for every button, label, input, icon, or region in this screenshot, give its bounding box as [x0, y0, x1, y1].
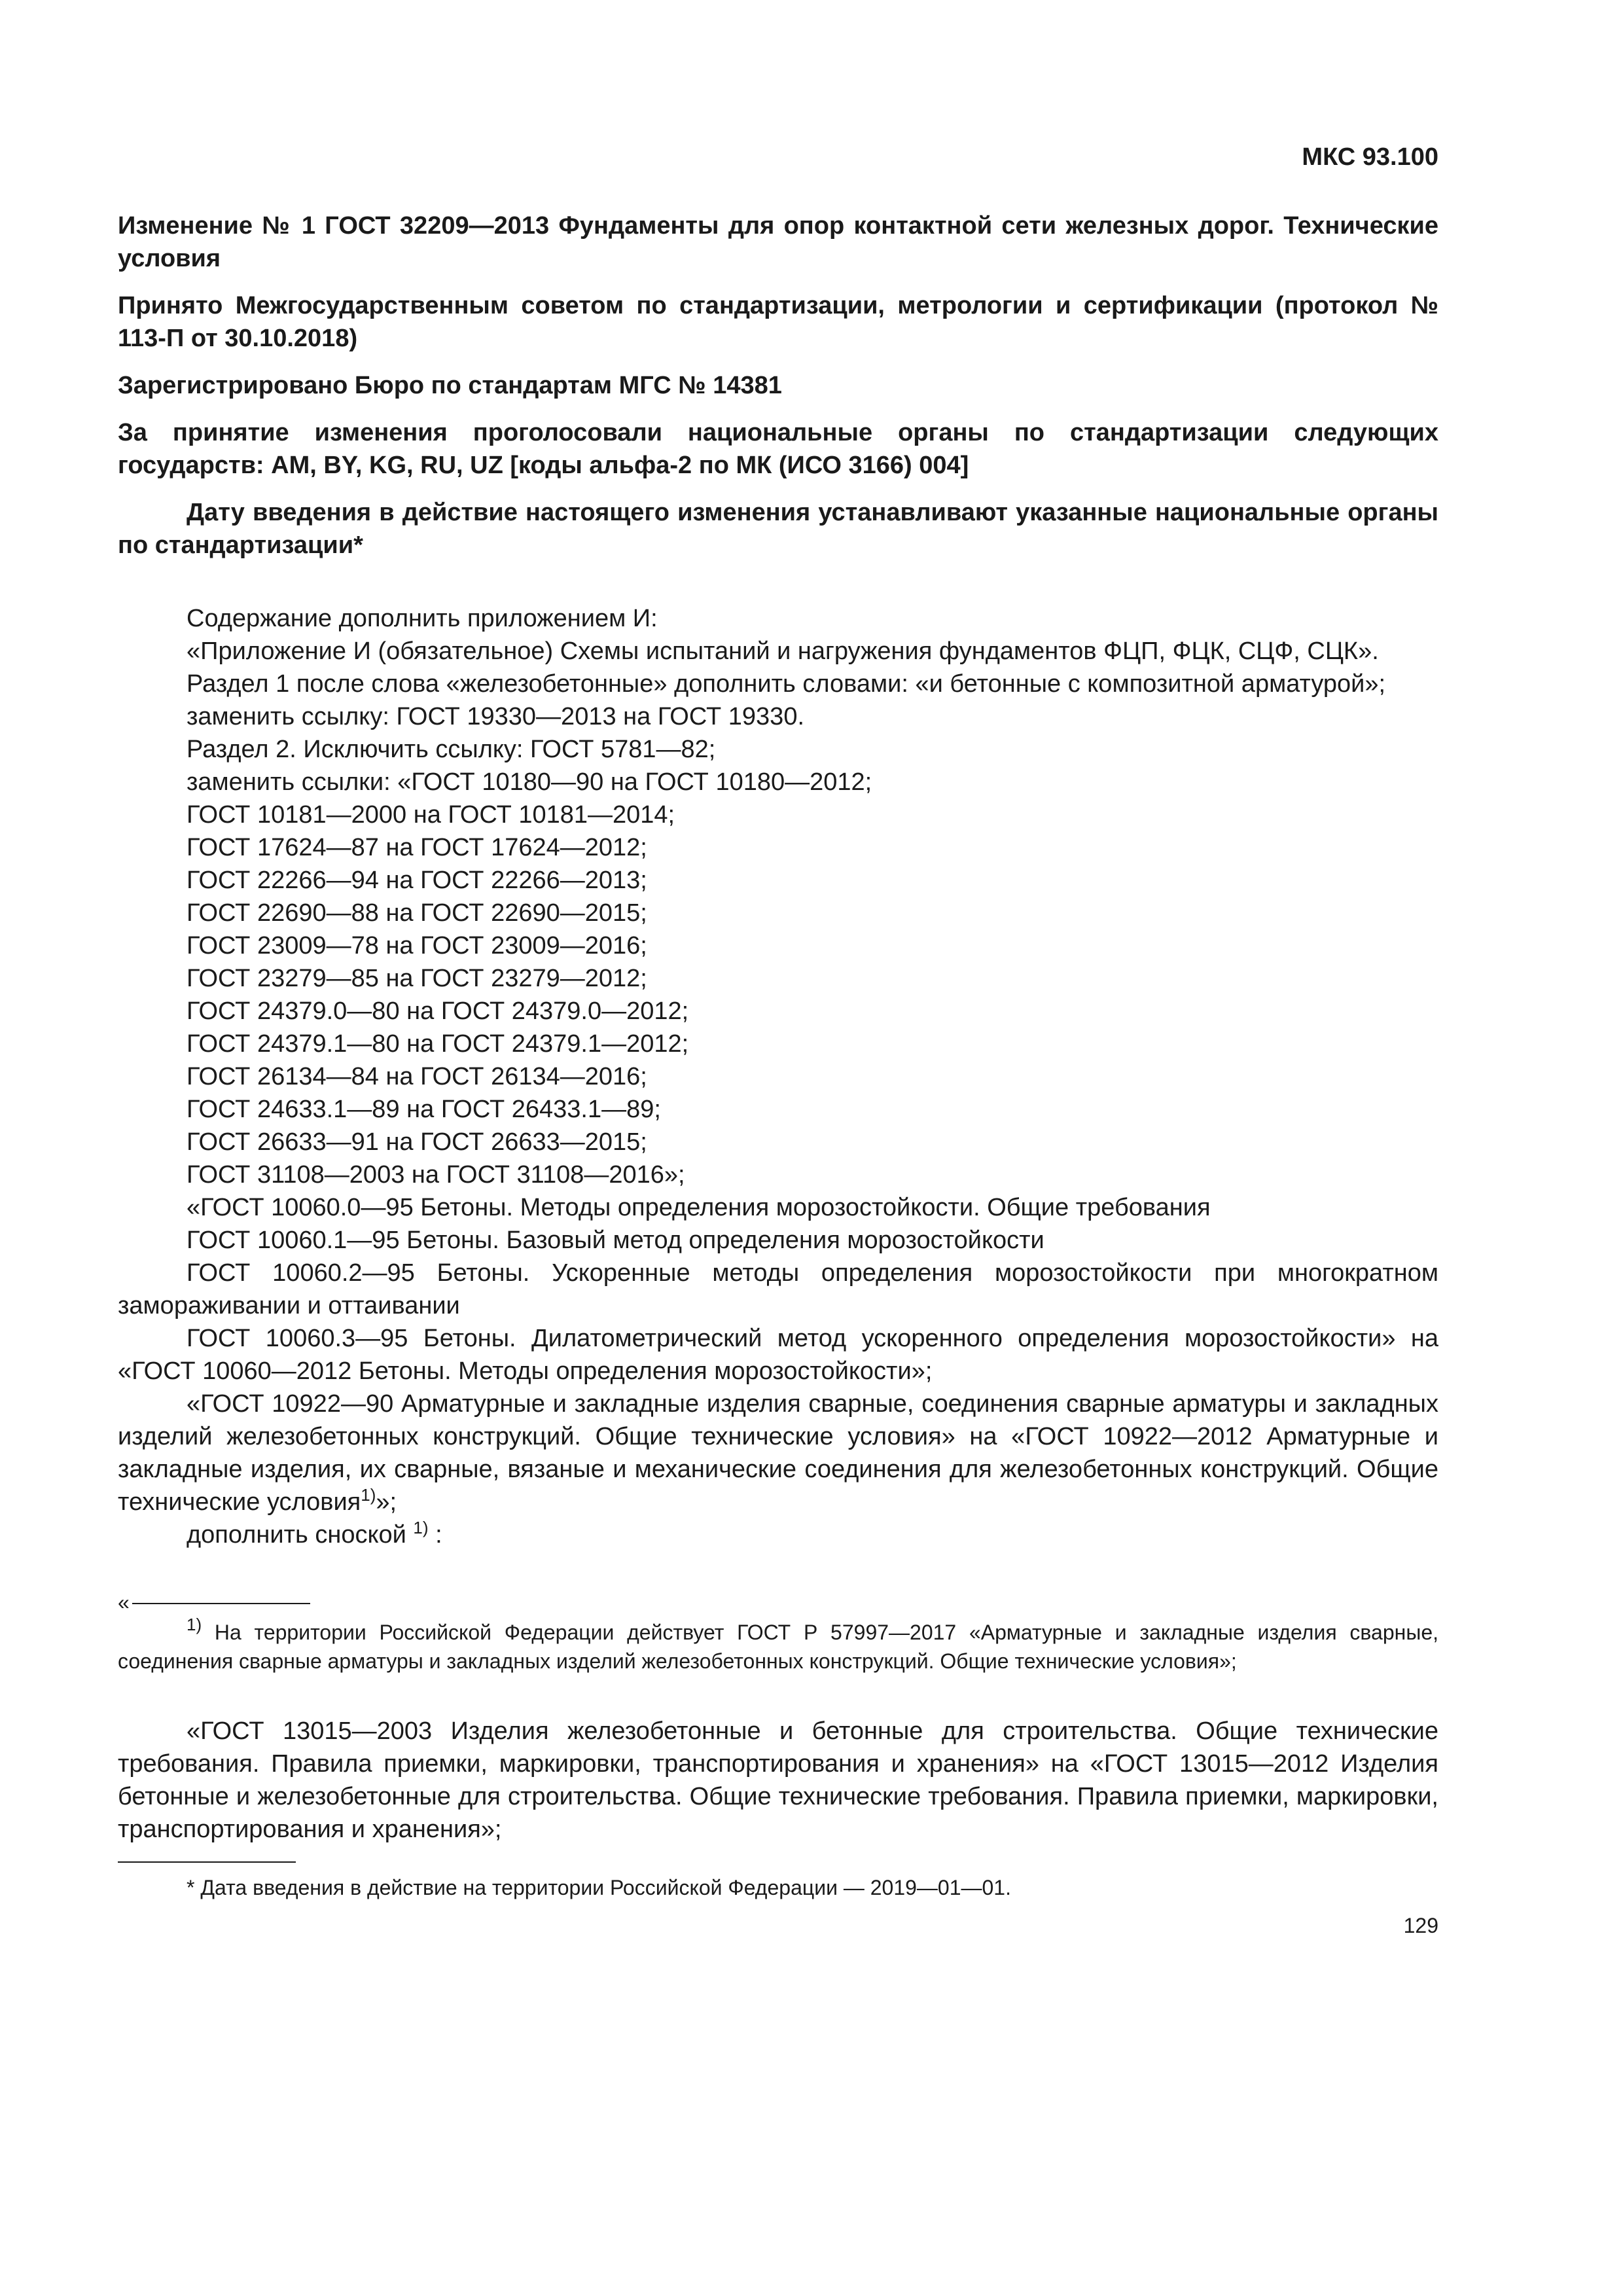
inserted-footnote-rule [118, 1589, 1438, 1615]
body-paragraph: заменить ссылки: «ГОСТ 10180—90 на ГОСТ 10180—2012; [187, 768, 872, 796]
reference-line: ГОСТ 10181—2000 на ГОСТ 10181—2014; [187, 801, 675, 829]
armature-paragraph [118, 1388, 1438, 1518]
inserted-footnote-text [118, 1615, 1438, 1676]
reference-line: ГОСТ 26134—84 на ГОСТ 26134—2016; [187, 1063, 647, 1090]
adopted-by: Принято Межгосударственным советом по стандартизации, метрологии и сертификации (протокол № 113-П от 30.10.2018) [118, 292, 1438, 352]
body-paragraph: Раздел 1 после слова «железобетонные» дополнить словами: «и бетонные с композитной арматурой»; [187, 670, 1386, 698]
footnote-marker: 1) [361, 1485, 376, 1505]
reference-line: ГОСТ 17624—87 на ГОСТ 17624—2012; [187, 834, 647, 861]
reference-line: ГОСТ 24379.0—80 на ГОСТ 24379.0—2012; [187, 997, 689, 1025]
armature-paragraph-text: «ГОСТ 10922—90 Арматурные и закладные изделия сварные, соединения сварные арматуры и закладных изделий железобетонных конструкций. Общие технические условия» на «ГОСТ 10922—2012 Арматурные и закладные изделия, их сварные, вязаные и механические соединения для железобетонных конструкций. Общие технические условия [118, 1390, 1438, 1516]
body-paragraph: Раздел 2. Исключить ссылку: ГОСТ 5781—82; [187, 736, 716, 763]
body-paragraph: «ГОСТ 13015—2003 Изделия железобетонные и бетонные для строительства. Общие технические требования. Правила приемки, маркировки, транспортирования и хранения» на «ГОСТ 13015—2012 Изделия бетонные и железобетонные для строительства. Общие технические требования. Правила приемки, маркировки, транспортирования и хранения»; [118, 1717, 1438, 1843]
footnote-instruction-text: дополнить сноской [187, 1521, 414, 1549]
inserted-footnote [118, 1589, 1438, 1676]
body-paragraph: «ГОСТ 10060.0—95 Бетоны. Методы определения морозостойкости. Общие требования [187, 1194, 1211, 1221]
reference-line: ГОСТ 22266—94 на ГОСТ 22266—2013; [187, 867, 647, 894]
voting-note: За принятие изменения проголосовали национальные органы по стандартизации следующих государств: AM, BY, KG, RU, UZ [коды альфа-2 по МК (ИСО 3166) 004] [118, 419, 1438, 479]
footnote-marker: 1) [413, 1518, 429, 1537]
reference-line: ГОСТ 22690—88 на ГОСТ 22690—2015; [187, 899, 647, 927]
body-paragraph: ГОСТ 10060.2—95 Бетоны. Ускоренные методы определения морозостойкости при многократном замораживании и оттаивании [118, 1259, 1438, 1319]
reference-line: ГОСТ 24379.1—80 на ГОСТ 24379.1—2012; [187, 1030, 689, 1058]
body-paragraph: ГОСТ 10060.1—95 Бетоны. Базовый метод определения морозостойкости [187, 1227, 1044, 1254]
body-paragraph: «Приложение И (обязательное) Схемы испытаний и нагружения фундаментов ФЦП, ФЦК, СЦФ, СЦК». [187, 637, 1379, 665]
footnote-instruction [118, 1518, 1438, 1551]
armature-paragraph-tail: »; [376, 1488, 397, 1516]
footnote-separator-line [132, 1603, 310, 1604]
registration-note: Зарегистрировано Бюро по стандартам МГС № 14381 [118, 372, 782, 399]
classification-code: МКС 93.100 [1302, 143, 1438, 171]
page-footnote: * Дата введения в действие на территории Российской Федерации — 2019—01—01. [187, 1876, 1011, 1899]
after-footnote-section [118, 1715, 1438, 1846]
reference-line: ГОСТ 23279—85 на ГОСТ 23279—2012; [187, 965, 647, 992]
body-paragraph: Содержание дополнить приложением И: [187, 605, 658, 632]
inserted-footnote-body: На территории Российской Федерации действует ГОСТ Р 57997—2017 «Арматурные и закладные изделия сварные, соединения сварные арматуры и закладных изделий железобетонных конструкций. Общие технические условия»; [118, 1621, 1438, 1673]
footnote-instruction-tail: : [428, 1521, 442, 1549]
open-quote: « [118, 1590, 130, 1614]
document-page [118, 141, 1438, 1940]
amendment-body [118, 602, 1438, 1551]
body-paragraph: ГОСТ 10060.3—95 Бетоны. Дилатометрический метод ускоренного определения морозостойкости» на «ГОСТ 10060—2012 Бетоны. Методы определения морозостойкости»; [118, 1325, 1438, 1385]
reference-line: ГОСТ 26633—91 на ГОСТ 26633—2015; [187, 1128, 647, 1156]
reference-line: ГОСТ 23009—78 на ГОСТ 23009—2016; [187, 932, 647, 960]
amendment-title: Изменение № 1 ГОСТ 32209—2013 Фундаменты для опор контактной сети железных дорог. Технические условия [118, 212, 1438, 272]
body-paragraph: заменить ссылку: ГОСТ 19330—2013 на ГОСТ 19330. [187, 703, 805, 730]
reference-line: ГОСТ 31108—2003 на ГОСТ 31108—2016»; [187, 1161, 685, 1189]
page-footnote-separator [118, 1861, 296, 1863]
reference-line: ГОСТ 24633.1—89 на ГОСТ 26433.1—89; [187, 1096, 661, 1123]
footnote-marker: 1) [187, 1615, 202, 1634]
page-number: 129 [1403, 1914, 1438, 1937]
title-block [118, 209, 1438, 562]
effective-date-note: Дату введения в действие настоящего изменения устанавливают указанные национальные органы по стандартизации* [118, 499, 1438, 559]
